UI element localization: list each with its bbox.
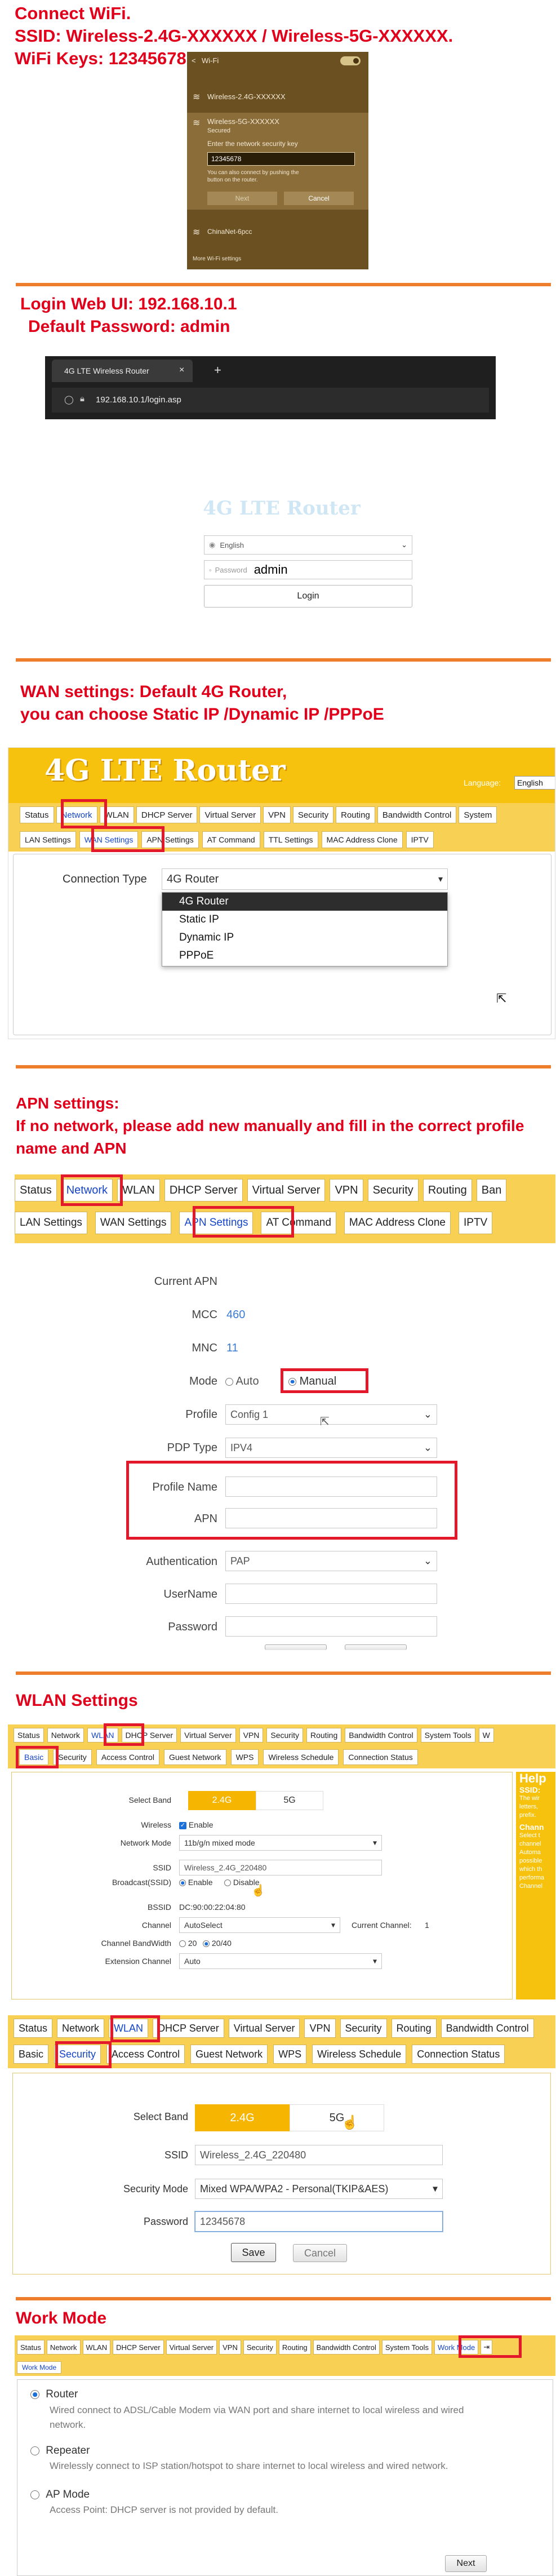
- section-divider: [16, 1671, 551, 1675]
- username-label: UserName: [163, 1588, 217, 1600]
- repeater-mode-title: Repeater: [46, 2445, 90, 2457]
- highlight-work-mode-tab: [459, 2335, 522, 2358]
- help-text-line: possible: [519, 1857, 542, 1864]
- tab-access-control[interactable]: Access Control: [96, 1749, 159, 1765]
- bssid-value: DC:90:00:22:04:80: [179, 1903, 246, 1912]
- ssid-input[interactable]: [179, 1860, 382, 1876]
- network-mode-label: Network Mode: [120, 1838, 171, 1847]
- radio-icon: [30, 2490, 39, 2499]
- repeater-mode-desc: Wirelessly connect to ISP station/hotspot to share internet to local wireless and wired network.: [50, 2460, 448, 2471]
- broadcast-enable-label: Enable: [188, 1878, 213, 1887]
- router-mode-radio[interactable]: [30, 2388, 78, 2401]
- address-bar[interactable]: [52, 388, 489, 413]
- tab-dhcp-server[interactable]: DHCP Server: [122, 1728, 177, 1743]
- tab-virtual-server[interactable]: Virtual Server: [229, 2019, 300, 2038]
- wifi-net3-item[interactable]: [187, 221, 368, 243]
- profile-value: Config 1: [230, 1408, 269, 1420]
- connection-type-label: Connection Type: [63, 873, 147, 885]
- tab-work-mode[interactable]: W: [479, 1728, 494, 1743]
- language-select[interactable]: English: [514, 776, 555, 790]
- tab-wireless-schedule[interactable]: Wireless Schedule: [263, 1749, 339, 1765]
- broadcast-disable-label: Disable: [233, 1878, 260, 1887]
- tab-status[interactable]: Status: [14, 2019, 52, 2038]
- apn-heading-line: name and APN: [16, 1140, 127, 1157]
- main-nav: [17, 2340, 492, 2355]
- wifi-key-input[interactable]: 12345678: [207, 152, 355, 166]
- browser-chrome: [45, 356, 496, 419]
- connection-type-value: 4G Router: [167, 872, 219, 885]
- wifi-flyout-title: Wi-Fi: [202, 56, 219, 65]
- wifi-flyout-back-icon[interactable]: <: [192, 56, 196, 65]
- ssid-value: Wireless_2.4G_220480: [200, 2149, 306, 2161]
- lock-icon: ◦: [209, 565, 212, 574]
- tab-apn-settings[interactable]: APN Settings: [179, 1212, 253, 1234]
- login-heading: [20, 293, 237, 338]
- apn-heading-line: APN settings:: [16, 1094, 119, 1112]
- tab-iptv[interactable]: IPTV: [459, 1212, 492, 1234]
- password-input[interactable]: [195, 2211, 443, 2232]
- close-icon[interactable]: ×: [179, 365, 185, 375]
- router-mode-title: Router: [46, 2388, 78, 2400]
- wifi-key-prompt: Enter the network security key: [207, 140, 298, 148]
- login-button[interactable]: Login: [204, 585, 412, 608]
- work-mode-screenshot: [15, 2335, 555, 2576]
- chevron-down-icon: ▾: [331, 1920, 335, 1930]
- radio-icon: [179, 1879, 186, 1886]
- tab-security[interactable]: Security: [293, 806, 333, 823]
- channel-value: AutoSelect: [184, 1921, 223, 1930]
- repeater-mode-radio[interactable]: [30, 2445, 90, 2457]
- section-divider: [16, 1065, 551, 1068]
- tab-access-control[interactable]: Access Control: [106, 2045, 185, 2064]
- channel-label: Channel: [141, 1921, 171, 1930]
- tab-wireless-schedule[interactable]: Wireless Schedule: [312, 2045, 406, 2064]
- help-text-line: prefix.: [519, 1812, 536, 1819]
- tab-guest-network[interactable]: Guest Network: [190, 2045, 268, 2064]
- next-button[interactable]: Next: [445, 2555, 487, 2572]
- tab-system-tools[interactable]: System Tools: [421, 1728, 475, 1743]
- chevron-down-icon: ▾: [432, 2183, 438, 2194]
- router-mode-desc-line: Wired connect to ADSL/Cable Modem via WAN port and share internet to local wireless and wired: [50, 2405, 464, 2415]
- ssid-value: Wireless_2.4G_220480: [184, 1863, 267, 1872]
- broadcast-enable-radio[interactable]: [179, 1878, 212, 1887]
- bandwidth-label: Channel BandWidth: [101, 1939, 171, 1948]
- tab-mac-address-clone[interactable]: MAC Address Clone: [322, 831, 403, 848]
- help-text-line: performa: [519, 1874, 545, 1881]
- radio-icon: [30, 2390, 39, 2399]
- username-input[interactable]: [225, 1584, 437, 1604]
- apn-label: APN: [194, 1513, 217, 1525]
- wifi-cancel-button[interactable]: Cancel: [284, 192, 354, 205]
- extension-channel-label: Extension Channel: [105, 1957, 171, 1966]
- mode-manual-label: Manual: [299, 1375, 337, 1387]
- security-form-panel: [12, 2073, 551, 2274]
- band-5g-button[interactable]: 5G: [290, 2104, 384, 2131]
- pdp-type-value: IPV4: [230, 1442, 253, 1453]
- password-input[interactable]: [225, 1616, 437, 1637]
- tab-network[interactable]: Network: [61, 1179, 113, 1201]
- tab-wps[interactable]: WPS: [231, 1749, 259, 1765]
- help-text-line: The wir: [519, 1795, 540, 1802]
- tab-system-tools[interactable]: System Tools: [382, 2340, 432, 2355]
- bssid-label: BSSID: [147, 1903, 171, 1912]
- tab-security[interactable]: Security: [266, 1728, 303, 1743]
- broadcast-label: Broadcast(SSID): [112, 1878, 171, 1887]
- browser-tab-title: 4G LTE Wireless Router: [64, 366, 149, 375]
- authentication-label: Authentication: [146, 1555, 217, 1568]
- router-logo: 4G LTE Router: [45, 753, 286, 788]
- option-pppoe[interactable]: PPPoE: [179, 950, 214, 961]
- section-divider: [16, 283, 551, 286]
- wan-heading-line: you can choose Static IP /Dynamic IP /PPPoE: [20, 705, 384, 724]
- tab-work-mode-sub[interactable]: Work Mode: [17, 2361, 61, 2374]
- save-button[interactable]: Save: [231, 2243, 276, 2262]
- channel-select[interactable]: [179, 1917, 340, 1933]
- radio-icon: [203, 1940, 210, 1947]
- help-text-line: Automa: [519, 1849, 541, 1856]
- ap-mode-radio[interactable]: [30, 2489, 90, 2501]
- tab-network[interactable]: Network: [56, 806, 97, 823]
- tab-bandwidth-control[interactable]: Bandwidth Control: [441, 2019, 534, 2038]
- tab-wps[interactable]: WPS: [273, 2045, 306, 2064]
- tab-at-command[interactable]: AT Command: [261, 1212, 336, 1234]
- tab-wlan[interactable]: WLAN: [83, 2340, 111, 2355]
- hand-cursor-icon: ☝: [251, 1885, 265, 1897]
- select-band-label: Select Band: [128, 1795, 171, 1804]
- help-text-line: which th: [519, 1866, 542, 1873]
- tab-network[interactable]: Network: [47, 2340, 81, 2355]
- tab-virtual-server[interactable]: Virtual Server: [247, 1179, 326, 1201]
- tab-network[interactable]: Network: [57, 2019, 104, 2038]
- network-mode-select[interactable]: [179, 1835, 382, 1851]
- tab-vpn[interactable]: VPN: [239, 1728, 264, 1743]
- mcc-label: MCC: [192, 1309, 217, 1321]
- pdp-type-label: PDP Type: [167, 1442, 217, 1454]
- tab-security[interactable]: Security: [340, 2019, 387, 2038]
- wifi-more-settings-link[interactable]: More Wi-Fi settings: [193, 256, 242, 262]
- band-2g-button[interactable]: 2.4G: [195, 2104, 290, 2131]
- option-static-ip[interactable]: Static IP: [179, 914, 219, 925]
- radio-icon: [225, 1378, 233, 1386]
- select-band-label: Select Band: [133, 2111, 188, 2122]
- highlight-apn-tab: [193, 1206, 294, 1238]
- wlan-heading: WLAN Settings: [16, 1691, 138, 1710]
- password-field[interactable]: [204, 560, 412, 579]
- tab-vpn[interactable]: VPN: [330, 1179, 363, 1201]
- tab-vpn[interactable]: VPN: [304, 2019, 335, 2038]
- help-text-line: letters,: [519, 1803, 539, 1810]
- tab-wlan[interactable]: WLAN: [117, 1179, 160, 1201]
- authentication-select[interactable]: [225, 1551, 437, 1571]
- sub-nav: [19, 1749, 418, 1765]
- language-label: Language:: [464, 778, 501, 787]
- highlight-wan-tab: [91, 826, 164, 852]
- wan-heading: [20, 681, 384, 726]
- chevron-down-icon: ⌄: [401, 540, 407, 549]
- bandwidth-20-label: 20: [188, 1939, 197, 1948]
- security-mode-label: Security Mode: [123, 2183, 188, 2194]
- hand-cursor-icon: ☝: [341, 2115, 358, 2130]
- router-mode-desc-line: network.: [50, 2419, 86, 2430]
- password-field-value: admin: [253, 562, 288, 577]
- bandwidth-2040-label: 20/40: [211, 1939, 232, 1948]
- highlight-security-tab: [55, 2041, 112, 2068]
- mouse-cursor-icon: ⇱: [496, 991, 507, 1005]
- tab-connection-status[interactable]: Connection Status: [343, 1749, 417, 1765]
- tab-virtual-server[interactable]: Virtual Server: [199, 806, 261, 823]
- router-mode-desc: [50, 2403, 464, 2432]
- login-title: 4G LTE Router: [203, 497, 361, 520]
- tab-routing[interactable]: Routing: [279, 2340, 311, 2355]
- highlight-basic-tab: [16, 1746, 59, 1768]
- globe-icon: ◉: [209, 540, 216, 549]
- tab-wan-settings[interactable]: WAN Settings: [95, 1212, 172, 1234]
- wifi-net1-item[interactable]: [187, 87, 368, 109]
- wifi-net2-item[interactable]: [187, 113, 368, 210]
- mouse-cursor-icon: ⇱: [320, 1416, 330, 1428]
- highlight-network-tab: [61, 1174, 123, 1206]
- tab-status[interactable]: Status: [14, 1728, 44, 1743]
- tab-bandwidth-control[interactable]: Bandwidth Control: [345, 1728, 417, 1743]
- wifi-signal-icon: ≋: [193, 118, 201, 128]
- band-5g-button[interactable]: 5G: [256, 1791, 323, 1810]
- tab-dhcp-server[interactable]: DHCP Server: [113, 2340, 164, 2355]
- tab-routing[interactable]: Routing: [392, 2019, 437, 2038]
- wifi-net2-status: Secured: [207, 127, 230, 134]
- connection-type-select[interactable]: [162, 868, 448, 890]
- tab-dhcp-server[interactable]: DHCP Server: [136, 806, 198, 823]
- tab-iptv[interactable]: IPTV: [406, 831, 434, 848]
- apn-button-partial[interactable]: [345, 1644, 407, 1650]
- sub-nav: [20, 831, 434, 848]
- tab-virtual-server[interactable]: Virtual Server: [166, 2340, 217, 2355]
- chevron-down-icon: ▾: [438, 875, 443, 884]
- tab-wlan[interactable]: WLAN: [87, 1728, 118, 1743]
- tab-virtual-server[interactable]: Virtual Server: [180, 1728, 236, 1743]
- tab-at-command[interactable]: AT Command: [202, 831, 260, 848]
- apn-button-partial[interactable]: [265, 1644, 327, 1650]
- password-label: Password: [143, 2216, 188, 2227]
- highlight-network-tab: [61, 799, 107, 828]
- bandwidth-2040-radio[interactable]: [203, 1939, 232, 1948]
- bandwidth-20-radio[interactable]: [179, 1939, 197, 1948]
- chevron-down-icon: ⌄: [423, 1442, 432, 1453]
- wifi-heading-line: WiFi Keys: 12345678: [15, 48, 186, 68]
- work-mode-heading: Work Mode: [16, 2309, 107, 2327]
- extension-channel-value: Auto: [184, 1957, 201, 1966]
- highlight-profile-apn: [126, 1461, 457, 1540]
- help-text-line: Select t: [519, 1832, 540, 1839]
- ssid-label: SSID: [153, 1863, 171, 1872]
- radio-icon: [224, 1879, 231, 1886]
- help-ssid-heading: SSID:: [519, 1785, 541, 1794]
- main-nav: [14, 2019, 534, 2038]
- wan-screenshot: [8, 747, 555, 1039]
- security-mode-select[interactable]: [195, 2179, 443, 2199]
- tab-system[interactable]: System: [459, 806, 497, 823]
- option-4g-router[interactable]: 4G Router: [162, 893, 447, 911]
- wifi-signal-icon: ≋: [193, 92, 201, 102]
- new-tab-button[interactable]: +: [214, 363, 221, 377]
- logout-icon[interactable]: ⇥: [481, 2340, 492, 2355]
- tab-ttl-settings[interactable]: TTL Settings: [264, 831, 318, 848]
- chevron-down-icon: ▾: [372, 1956, 377, 1966]
- tab-work-mode[interactable]: Work Mode: [434, 2340, 478, 2355]
- tab-security[interactable]: Security: [368, 1179, 419, 1201]
- tab-wlan[interactable]: WLAN: [109, 2019, 148, 2038]
- browser-tab[interactable]: [52, 360, 193, 382]
- ap-mode-title: AP Mode: [46, 2489, 90, 2500]
- language-select[interactable]: [204, 535, 412, 555]
- tab-guest-network[interactable]: Guest Network: [164, 1749, 226, 1765]
- help-text-line: Channel: [519, 1883, 542, 1890]
- tab-connection-status[interactable]: Connection Status: [412, 2045, 505, 2064]
- profile-select[interactable]: [225, 1404, 437, 1425]
- tab-wlan[interactable]: WLAN: [100, 806, 134, 823]
- mode-auto-label: Auto: [235, 1375, 259, 1387]
- highlight-wlan-tab: [110, 2015, 160, 2042]
- mnc-value: 11: [226, 1342, 238, 1354]
- highlight-wlan-tab: [104, 1723, 144, 1746]
- tab-status[interactable]: Status: [15, 1179, 57, 1201]
- tab-security[interactable]: Security: [53, 1749, 92, 1765]
- wan-heading-line: WAN settings: Default 4G Router,: [20, 682, 287, 701]
- section-divider: [16, 2297, 551, 2300]
- password-label: Password: [168, 1621, 217, 1633]
- wifi-heading-line: Connect WiFi.: [15, 3, 131, 23]
- wifi-toggle[interactable]: [340, 56, 361, 65]
- profile-label: Profile: [185, 1408, 217, 1421]
- help-text-line: channel: [519, 1841, 541, 1847]
- mode-label: Mode: [189, 1375, 217, 1387]
- tab-dhcp-server[interactable]: DHCP Server: [164, 1179, 243, 1201]
- shield-icon: ◯: [64, 395, 74, 405]
- wifi-net2-name: Wireless-5G-XXXXXX: [207, 117, 279, 126]
- band-2g-button[interactable]: 2.4G: [188, 1791, 256, 1810]
- wireless-label: Wireless: [141, 1820, 171, 1829]
- wifi-next-button[interactable]: Next: [207, 192, 277, 205]
- help-panel: [516, 1772, 555, 1999]
- password-field-label: Password: [215, 565, 247, 574]
- tab-basic[interactable]: Basic: [14, 2045, 48, 2064]
- tab-lan-settings[interactable]: LAN Settings: [15, 1212, 87, 1234]
- wifi-net1-name: Wireless-2.4G-XXXXXX: [207, 92, 286, 101]
- tab-bandwidth-control[interactable]: Bandwidth Control: [313, 2340, 380, 2355]
- tab-routing[interactable]: Routing: [423, 1179, 472, 1201]
- tab-vpn[interactable]: VPN: [219, 2340, 241, 2355]
- wireless-enable-checkbox[interactable]: [179, 1820, 213, 1829]
- apn-heading-line: If no network, please add new manually and fill in the correct profile: [16, 1117, 524, 1134]
- login-heading-line: Default Password: admin: [28, 317, 230, 336]
- wifi-hint: You can also connect by pushing the button on the router.: [207, 170, 299, 183]
- chevron-down-icon: ⌄: [423, 1555, 432, 1567]
- current-channel-value: 1: [425, 1921, 429, 1930]
- tab-basic[interactable]: Basic: [19, 1749, 48, 1765]
- current-channel-label: Current Channel:: [352, 1921, 412, 1930]
- mode-auto-radio[interactable]: [225, 1375, 259, 1388]
- password-value: 12345678: [200, 2215, 246, 2227]
- connection-type-dropdown: [162, 892, 448, 966]
- tab-wan-settings[interactable]: WAN Settings: [79, 831, 139, 848]
- tab-network[interactable]: Network: [47, 1728, 84, 1743]
- tab-lan-settings[interactable]: LAN Settings: [20, 831, 76, 848]
- wifi-net3-name: ChinaNet-6pcc: [207, 228, 252, 236]
- wifi-flyout: [187, 52, 368, 269]
- ap-mode-desc: Access Point: DHCP server is not provided by default.: [50, 2504, 278, 2515]
- mcc-value: 460: [226, 1309, 246, 1321]
- profile-name-label: Profile Name: [152, 1481, 217, 1493]
- tab-status[interactable]: Status: [20, 806, 54, 823]
- extension-channel-select[interactable]: [179, 1953, 382, 1969]
- tab-security[interactable]: Security: [243, 2340, 277, 2355]
- security-mode-value: Mixed WPA/WPA2 - Personal(TKIP&AES): [200, 2183, 389, 2194]
- tab-apn-settings[interactable]: APN Settings: [141, 831, 198, 848]
- option-dynamic-ip[interactable]: Dynamic IP: [179, 932, 234, 943]
- tab-status[interactable]: Status: [17, 2340, 45, 2355]
- ssid-label: SSID: [164, 2149, 188, 2161]
- tab-vpn[interactable]: VPN: [263, 806, 291, 823]
- radio-icon: [179, 1940, 186, 1947]
- highlight-manual-mode: [281, 1368, 368, 1393]
- tab-routing[interactable]: Routing: [336, 806, 375, 823]
- wlan-basic-screenshot: [8, 1724, 555, 2003]
- address-url: 192.168.10.1/login.asp: [96, 395, 181, 405]
- tab-mac-address-clone[interactable]: MAC Address Clone: [344, 1212, 451, 1234]
- router-header: [8, 748, 555, 803]
- check-icon: ✓: [180, 1821, 186, 1829]
- tab-routing[interactable]: Routing: [306, 1728, 341, 1743]
- login-heading-line: Login Web UI: 192.168.10.1: [20, 295, 237, 313]
- network-mode-value: 11b/g/n mixed mode: [184, 1838, 255, 1847]
- help-channel-heading: Chann: [519, 1823, 544, 1832]
- mnc-label: MNC: [192, 1342, 217, 1354]
- authentication-value: PAP: [230, 1555, 250, 1567]
- wifi-heading-line: SSID: Wireless-2.4G-XXXXXX / Wireless-5G-XXXXXX.: [15, 26, 453, 46]
- radio-icon: [30, 2446, 39, 2455]
- chevron-down-icon: ▾: [372, 1838, 377, 1847]
- pdp-type-select[interactable]: [225, 1438, 437, 1458]
- chevron-down-icon: ⌄: [423, 1408, 432, 1420]
- section-divider: [16, 658, 551, 662]
- lock-icon: 🔒︎: [80, 394, 84, 404]
- language-select-value: English: [220, 540, 244, 549]
- tab-bandwidth-control[interactable]: Bandwidth Control: [377, 806, 457, 823]
- current-apn-label: Current APN: [154, 1275, 217, 1288]
- apn-heading: [16, 1092, 524, 1160]
- tab-security[interactable]: Security: [54, 2045, 101, 2064]
- cancel-button[interactable]: Cancel: [293, 2244, 347, 2262]
- tab-bandwidth-control[interactable]: Ban: [477, 1179, 507, 1201]
- main-nav: [14, 1728, 494, 1743]
- wireless-enable-label: Enable: [188, 1820, 213, 1829]
- ssid-input[interactable]: [195, 2145, 443, 2165]
- help-title: Help: [519, 1772, 546, 1785]
- wifi-signal-icon: ≋: [193, 228, 201, 237]
- tab-dhcp-server[interactable]: DHCP Server: [153, 2019, 224, 2038]
